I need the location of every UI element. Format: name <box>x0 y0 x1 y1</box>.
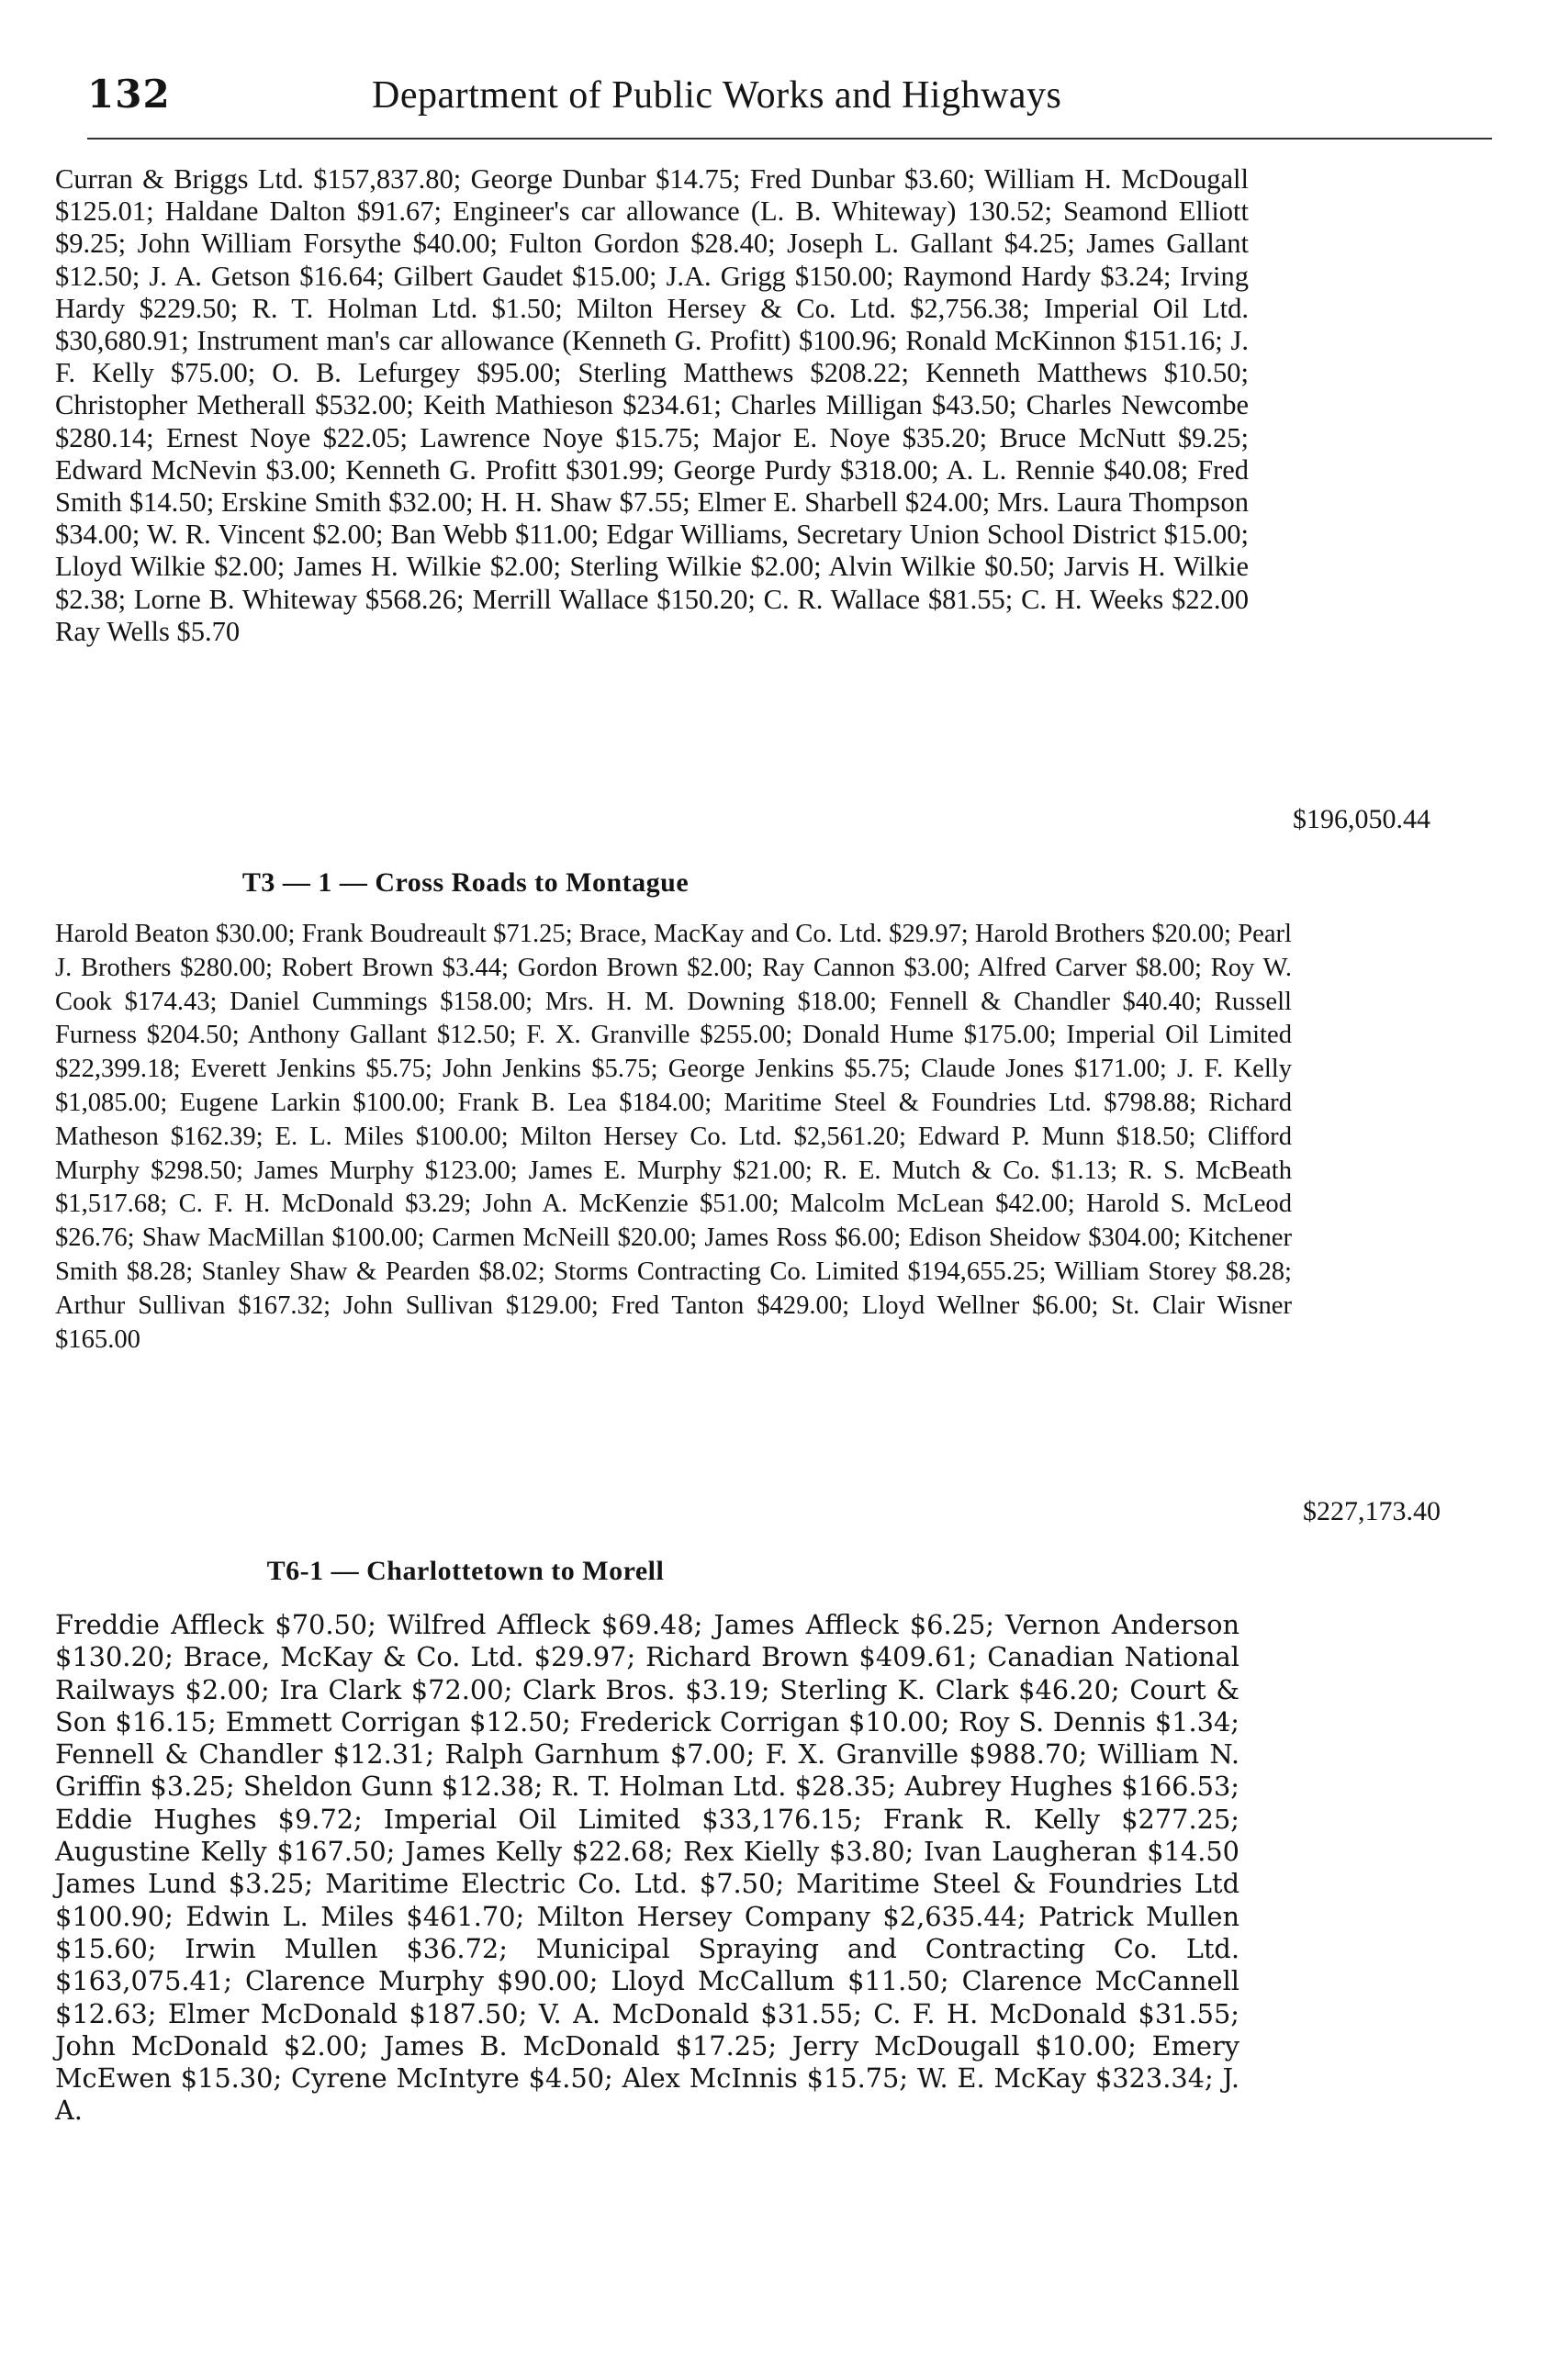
running-head: Department of Public Works and Highways <box>372 74 1062 117</box>
section-entries: Freddie Affleck $70.50; Wilfred Affleck $69.48; James Affleck $6.25; Vernon Anderson $130.20; Brace, McKay & Co. Ltd. $29.97; Richard Brown $409.61; Canadian National Railways $2.00; Ira Clark $72.00; Clark Bros. $3.19; Sterling K. Clark $46.20; Court & Son $16.15; Emmett Corrigan $12.50; Frederick Corrigan $10.00; Roy S. Dennis $1.34; Fennell & Chandler $12.31; Ralph Garnhum $7.00; F. X. Granville $988.70; William N. Griffin $3.25; Sheldon Gunn $12.38; R. T. Holman Ltd. $28.35; Aubrey Hughes $166.53; Eddie Hughes $9.72; Imperial Oil Limited $33,176.15; Frank R. Kelly $277.25; Augustine Kelly $167.50; James Kelly $22.68; Rex Kielly $3.80; Ivan Laugheran $14.50 James Lund $3.25; Maritime Electric Co. Ltd. $7.50; Maritime Steel & Foundries Ltd $100.90; Edwin L. Miles $461.70; Milton Hersey Company $2,635.44; Patrick Mullen $15.60; Irwin Mullen $36.72; Municipal Spraying and Contracting Co. Ltd. $163,075.41; Clarence Murphy $90.00; Lloyd McCallum $11.50; Clarence McCannell $12.63; Elmer McDonald $187.50; V. A. McDonald $31.55; C. F. H. McDonald $31.55; John McDonald $2.00; James B. McDonald $17.25; Jerry McDougall $10.00; Emery McEwen $15.30; Cyrene McIntyre $4.50; Alex McInnis $15.75; W. E. McKay $323.34; J. A. <box>55 1609 1239 2127</box>
section-heading: T6-1 — Charlottetown to Morell <box>266 1556 665 1586</box>
page-number: 132 <box>87 72 171 117</box>
section-t3-1 <box>55 918 1292 1357</box>
section-total: $227,173.40 <box>1303 1496 1441 1526</box>
header-rule <box>87 138 1492 140</box>
page-header <box>87 64 1492 138</box>
section-continuation <box>55 163 1249 648</box>
section-total: $196,050.44 <box>1293 804 1430 834</box>
section-entries: Curran & Briggs Ltd. $157,837.80; George Dunbar $14.75; Fred Dunbar $3.60; William H. McDougall $125.01; Haldane Dalton $91.67; Engineer's car allowance (L. B. Whiteway) 130.52; Seamond Elliott $9.25; John William Forsythe $40.00; Fulton Gordon $28.40; Joseph L. Gallant $4.25; James Gallant $12.50; J. A. Getson $16.64; Gilbert Gaudet $15.00; J.A. Grigg $150.00; Raymond Hardy $3.24; Irving Hardy $229.50; R. T. Holman Ltd. $1.50; Milton Hersey & Co. Ltd. $2,756.38; Imperial Oil Ltd. $30,680.91; Instrument man's car allowance (Kenneth G. Profitt) $100.96; Ronald McKinnon $151.16; J. F. Kelly $75.00; O. B. Lefurgey $95.00; Sterling Matthews $208.22; Kenneth Matthews $10.50; Christopher Metherall $532.00; Keith Mathieson $234.61; Charles Milligan $43.50; Charles Newcombe $280.14; Ernest Noye $22.05; Lawrence Noye $15.75; Major E. Noye $35.20; Bruce McNutt $9.25; Edward McNevin $3.00; Kenneth G. Profitt $301.99; George Purdy $318.00; A. L. Rennie $40.08; Fred Smith $14.50; Erskine Smith $32.00; H. H. Shaw $7.55; Elmer E. Sharbell $24.00; Mrs. Laura Thompson $34.00; W. R. Vincent $2.00; Ban Webb $11.00; Edgar Williams, Secretary Union School District $15.00; Lloyd Wilkie $2.00; James H. Wilkie $2.00; Sterling Wilkie $2.00; Alvin Wilkie $0.50; Jarvis H. Wilkie $2.38; Lorne B. Whiteway $568.26; Merrill Wallace $150.20; C. R. Wallace $81.55; C. H. Weeks $22.00 Ray Wells $5.70 <box>55 163 1249 647</box>
section-t6-1 <box>55 1609 1239 2128</box>
section-entries: Harold Beaton $30.00; Frank Boudreault $71.25; Brace, MacKay and Co. Ltd. $29.97; Harold Brothers $20.00; Pearl J. Brothers $280.00; Robert Brown $3.44; Gordon Brown $2.00; Ray Cannon $3.00; Alfred Carver $8.00; Roy W. Cook $174.43; Daniel Cummings $158.00; Mrs. H. M. Downing $18.00; Fennell & Chandler $40.40; Russell Furness $204.50; Anthony Gallant $12.50; F. X. Granville $255.00; Donald Hume $175.00; Imperial Oil Limited $22,399.18; Everett Jenkins $5.75; John Jenkins $5.75; George Jenkins $5.75; Claude Jones $171.00; J. F. Kelly $1,085.00; Eugene Larkin $100.00; Frank B. Lea $184.00; Maritime Steel & Foundries Ltd. $798.88; Richard Matheson $162.39; E. L. Miles $100.00; Milton Hersey Co. Ltd. $2,561.20; Edward P. Munn $18.50; Clifford Murphy $298.50; James Murphy $123.00; James E. Murphy $21.00; R. E. Mutch & Co. $1.13; R. S. McBeath $1,517.68; C. F. H. McDonald $3.29; John A. McKenzie $51.00; Malcolm McLean $42.00; Harold S. McLeod $26.76; Shaw MacMillan $100.00; Carmen McNeill $20.00; James Ross $6.00; Edison Sheidow $304.00; Kitchener Smith $8.28; Stanley Shaw & Pearden $8.02; Storms Contracting Co. Limited $194,655.25; William Storey $8.28; Arthur Sullivan $167.32; John Sullivan $129.00; Fred Tanton $429.00; Lloyd Wellner $6.00; St. Clair Wisner $165.00 <box>55 920 1292 1354</box>
section-heading: T3 — 1 — Cross Roads to Montague <box>241 867 690 898</box>
